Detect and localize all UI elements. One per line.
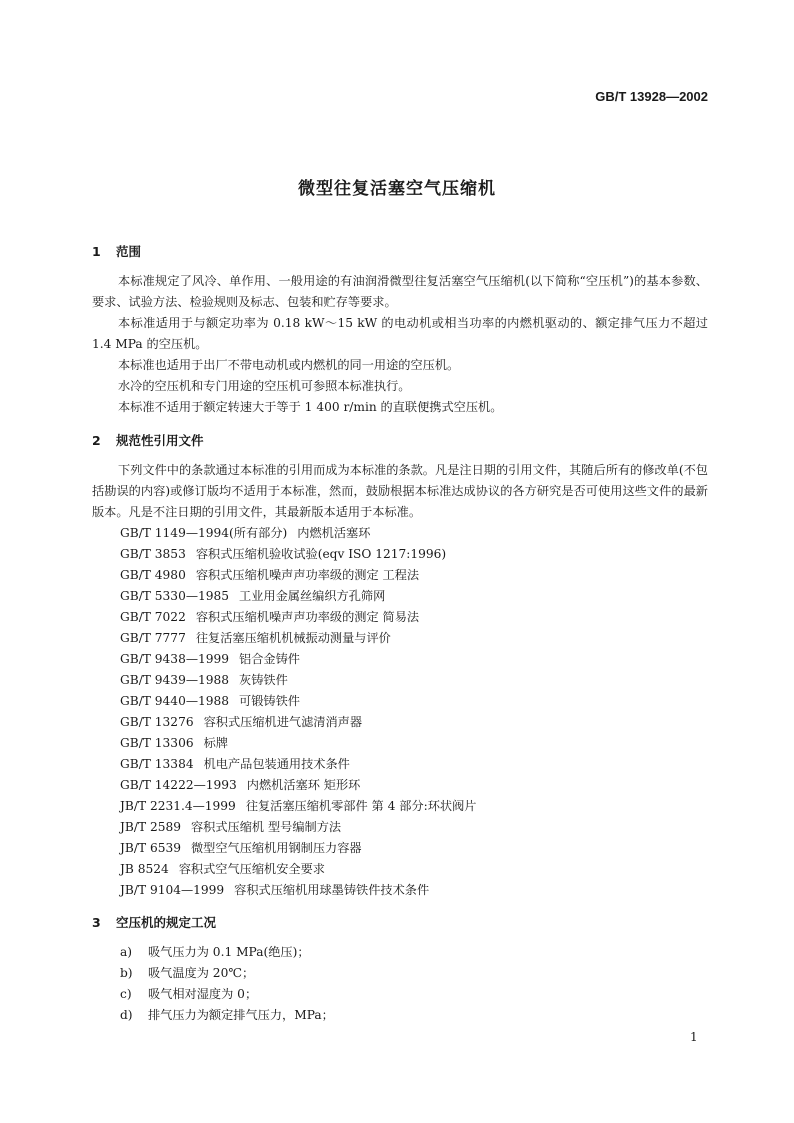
reference-list xyxy=(120,523,476,901)
condition-marker: c) xyxy=(120,987,132,1001)
reference-item xyxy=(120,754,476,775)
condition-marker: d) xyxy=(120,1008,133,1022)
reference-code: GB/T 7022 xyxy=(120,610,186,624)
reference-title: 标牌 xyxy=(203,736,228,750)
reference-code: GB/T 14222—1993 xyxy=(120,778,237,792)
condition-item xyxy=(120,942,334,963)
reference-code: JB/T 2589 xyxy=(120,820,181,834)
reference-code: GB/T 13306 xyxy=(120,736,194,750)
reference-title: 容积式压缩机用球墨铸铁件技术条件 xyxy=(234,883,430,897)
reference-title: 铝合金铸件 xyxy=(239,652,300,666)
reference-code: GB/T 7777 xyxy=(120,631,186,645)
condition-marker: b) xyxy=(120,966,133,980)
reference-code: GB/T 3853 xyxy=(120,547,186,561)
section-3-heading xyxy=(92,913,216,931)
condition-item xyxy=(120,963,334,984)
section-number: 3 xyxy=(92,915,101,930)
condition-marker: a) xyxy=(120,945,133,959)
reference-title: 内燃机活塞环 xyxy=(297,526,371,540)
reference-title: 机电产品包装通用技术条件 xyxy=(203,757,350,771)
condition-text: 吸气压力为 0.1 MPa(绝压)； xyxy=(148,945,310,959)
reference-code: GB/T 13384 xyxy=(120,757,194,771)
reference-item xyxy=(120,586,476,607)
paragraph: 本标准适用于与额定功率为 0.18 kW～15 kW 的电动机或相当功率的内燃机驱动的、额定排气压力不超过 1.4 MPa 的空压机。 xyxy=(92,316,708,351)
reference-title: 往复活塞压缩机机械振动测量与评价 xyxy=(195,631,391,645)
paragraph: 本标准不适用于额定转速大于等于 1 400 r/min 的直联便携式空压机。 xyxy=(118,400,503,414)
reference-item xyxy=(120,565,476,586)
reference-title: 容积式压缩机 型号编制方法 xyxy=(190,820,342,834)
condition-text: 吸气相对湿度为 0； xyxy=(148,987,258,1001)
reference-title: 灰铸铁件 xyxy=(239,673,288,687)
reference-item xyxy=(120,691,476,712)
section-2-heading xyxy=(92,431,204,449)
reference-item xyxy=(120,649,476,670)
reference-item xyxy=(120,880,476,901)
reference-title: 容积式压缩机噪声声功率级的测定 简易法 xyxy=(195,610,420,624)
reference-title: 往复活塞压缩机零部件 第 4 部分:环状阀片 xyxy=(245,799,477,813)
reference-title: 微型空气压缩机用钢制压力容器 xyxy=(190,841,362,855)
reference-code: GB/T 9440—1988 xyxy=(120,694,230,708)
reference-code: GB/T 9438—1999 xyxy=(120,652,230,666)
reference-code: JB 8524 xyxy=(120,862,169,876)
reference-title: 可锻铸铁件 xyxy=(239,694,300,708)
page-number: 1 xyxy=(690,1030,698,1044)
section-2-intro xyxy=(92,460,708,523)
paragraph: 本标准规定了风冷、单作用、一般用途的有油润滑微型往复活塞空气压缩机(以下简称“空压机”)的基本参数、要求、试验方法、检验规则及标志、包装和贮存等要求。 xyxy=(92,274,708,309)
condition-text: 排气压力为额定排气压力，MPa； xyxy=(148,1008,334,1022)
paragraph: 下列文件中的条款通过本标准的引用而成为本标准的条款。凡是注日期的引用文件，其随后所有的修改单(不包括勘误的内容)或修订版均不适用于本标准，然而，鼓励根据本标准达成协议的各方研究是否可使用这些文件的最新版本。凡是不注日期的引用文件，其最新版本适用于本标准。 xyxy=(92,463,708,519)
paragraph: 水冷的空压机和专门用途的空压机可参照本标准执行。 xyxy=(118,379,411,393)
condition-item xyxy=(120,1005,334,1026)
reference-code: JB/T 9104—1999 xyxy=(120,883,225,897)
reference-code: JB/T 6539 xyxy=(120,841,181,855)
document-title: 微型往复活塞空气压缩机 xyxy=(298,179,496,199)
reference-item xyxy=(120,607,476,628)
section-title: 空压机的规定工况 xyxy=(116,915,217,930)
reference-code: GB/T 9439—1988 xyxy=(120,673,230,687)
reference-item xyxy=(120,733,476,754)
section-title: 范围 xyxy=(116,244,142,259)
reference-code: GB/T 4980 xyxy=(120,568,186,582)
reference-item xyxy=(120,628,476,649)
condition-text: 吸气温度为 20℃； xyxy=(148,966,255,980)
reference-item xyxy=(120,544,476,565)
reference-code: GB/T 5330—1985 xyxy=(120,589,230,603)
reference-title: 容积式压缩机验收试验(eqv ISO 1217:1996) xyxy=(195,547,447,561)
reference-code: GB/T 13276 xyxy=(120,715,194,729)
section-title: 规范性引用文件 xyxy=(116,433,204,448)
reference-title: 容积式空气压缩机安全要求 xyxy=(178,862,325,876)
standard-code: GB/T 13928—2002 xyxy=(595,89,708,104)
reference-code: JB/T 2231.4—1999 xyxy=(120,799,236,813)
condition-list xyxy=(120,942,334,1026)
paragraph: 本标准也适用于出厂不带电动机或内燃机的同一用途的空压机。 xyxy=(118,358,460,372)
section-1-heading xyxy=(92,242,141,260)
reference-code: GB/T 1149—1994(所有部分) xyxy=(120,526,288,540)
reference-item xyxy=(120,523,476,544)
reference-item xyxy=(120,670,476,691)
reference-title: 容积式压缩机噪声声功率级的测定 工程法 xyxy=(195,568,420,582)
section-number: 1 xyxy=(92,244,101,259)
reference-item xyxy=(120,796,476,817)
section-number: 2 xyxy=(92,433,101,448)
reference-title: 内燃机活塞环 矩形环 xyxy=(246,778,361,792)
reference-item xyxy=(120,838,476,859)
reference-item xyxy=(120,775,476,796)
condition-item xyxy=(120,984,334,1005)
reference-title: 容积式压缩机进气滤清消声器 xyxy=(203,715,363,729)
reference-item xyxy=(120,817,476,838)
reference-title: 工业用金属丝编织方孔筛网 xyxy=(239,589,386,603)
reference-item xyxy=(120,859,476,880)
section-1-body xyxy=(92,271,708,418)
reference-item xyxy=(120,712,476,733)
